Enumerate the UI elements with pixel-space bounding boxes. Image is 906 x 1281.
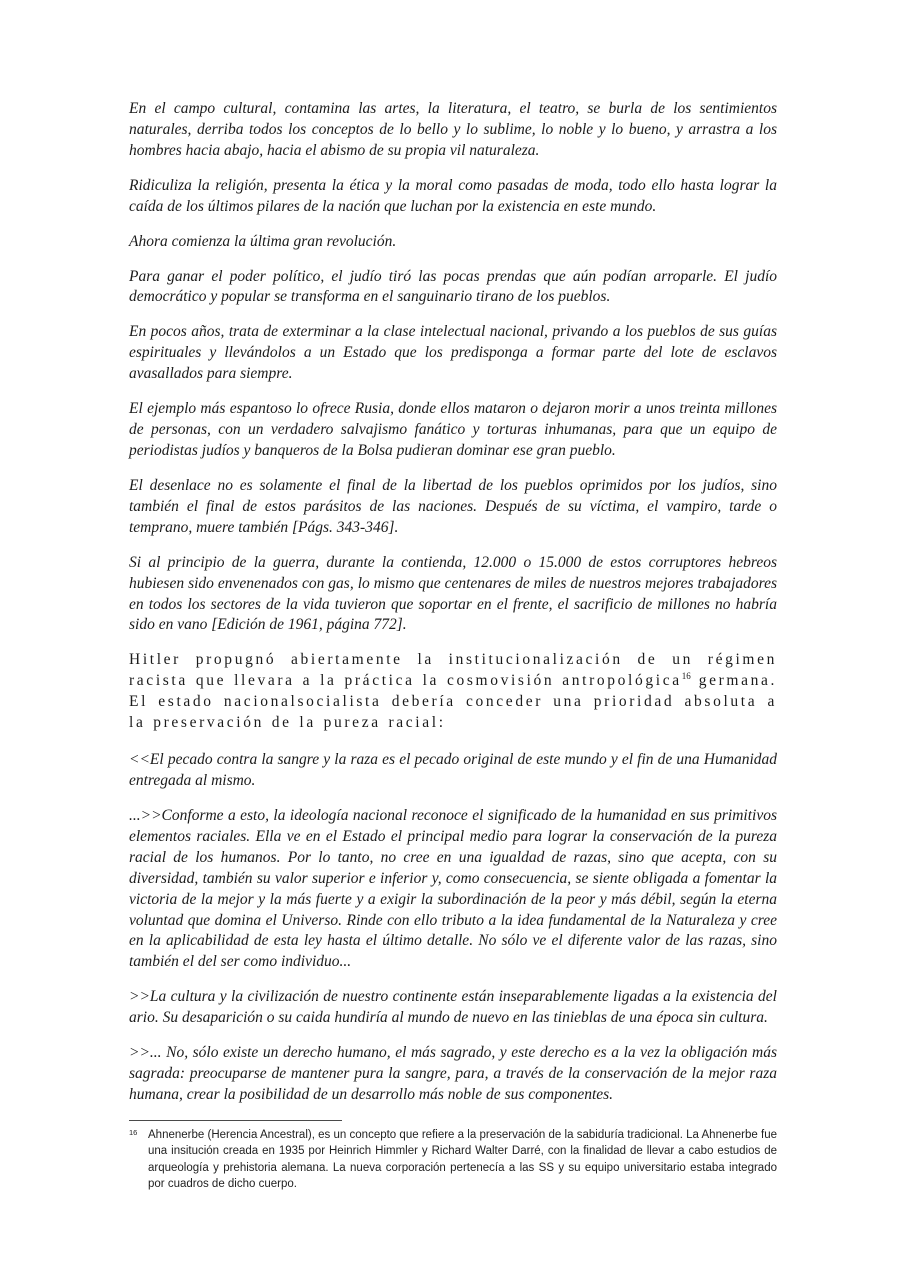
footnote-separator (129, 1120, 342, 1121)
paragraph: Si al principio de la guerra, durante la contienda, 12.000 o 15.000 de estos corruptores hebreos hubiesen sido envenenados con gas, lo mismo que centenares de miles de nuestros mejores trabajadores en todos los sectores de la vida tuvieron que soportar en el frente, el sacrificio de millones no habría sido en vano [Edición de 1961, página 772]. (129, 553, 777, 634)
body-paragraph (129, 650, 777, 734)
paragraph: Ridiculiza la religión, presenta la ética y la moral como pasadas de moda, todo ello hasta lograr la caída de los últimos pilares de la nación que luchan por la existencia en este mundo. (129, 176, 777, 215)
footnote-text: Ahnenerbe (Herencia Ancestral), es un concepto que refiere a la preservación de la sabiduría tradicional. La Ahnenerbe fue una insitución creada en 1935 por Heinrich Himmler y Richard Walter Darré, con la finalidad de llevar a cabo estudios de arqueología y prehistoria alemana. La nueva corporación pertenecía a las SS y su equipo universitario estaba integrado por cuadros de dicho cuerpo. (148, 1128, 777, 1190)
quote-paragraph: ...>>Conforme a esto, la ideología nacional reconoce el significado de la humanidad en sus primitivos elementos raciales. Ella ve en el Estado el principal medio para lograr la conservación de la pureza racial de los humanos. Por lo tanto, no cree en una igualdad de razas, sino que acepta, con su diversidad, también su valor superior e inferior y, como consecuencia, se siente obligada a fomentar la victoria de la mejor y la más fuerte y a exigir la subordinación de la peor y más débil, según la eterna voluntad que domina el Universo. Rinde con ello tributo a la idea fundamental de la Naturaleza y cree en la aplicabilidad de esta ley hasta el último detalle. No sólo ve el diferente valor de las razas, sino también el del ser como individuo... (129, 806, 777, 971)
quote-paragraph: >>... No, sólo existe un derecho humano, el más sagrado, y este derecho es a la vez la obligación más sagrada: preocuparse de mantener pura la sangre, para, a través de la conservación de la mejor raza humana, crear la posibilidad de un desarrollo más noble de sus componentes. (129, 1044, 777, 1103)
body-paragraph-text: germana. El estado nacionalsocialista debería conceder una prioridad absoluta a la preservación de la pureza racial: (129, 672, 778, 732)
footnote-area (129, 1120, 777, 1192)
quote-paragraph: <<El pecado contra la sangre y la raza es el pecado original de este mundo y el fin de una Humanidad entregada al mismo. (129, 751, 777, 789)
paragraph: En el campo cultural, contamina las artes, la literatura, el teatro, se burla de los sentimientos naturales, derriba todos los conceptos de lo bello y lo sublime, lo noble y lo bueno, y arrastra a los hombres hacia abajo, hacia el abismo de su propia vil naturaleza. (129, 100, 777, 159)
paragraph: El ejemplo más espantoso lo ofrece Rusia, donde ellos mataron o dejaron morir a unos treinta millones de personas, con un verdadero salvajismo fanático y torturas inhumanas, para que un equipo de periodistas judíos y banqueros de la Bolsa pudieran dominar ese gran pueblo. (129, 400, 777, 459)
body-paragraph-text: Hitler propugnó abiertamente la institucionalización de un régimen racista que llevara a la práctica la cosmovisión antropológica (129, 651, 777, 690)
paragraph: Ahora comienza la última gran revolución. (129, 232, 397, 250)
paragraph: El desenlace no es solamente el final de la libertad de los pueblos oprimidos por los judíos, sino también el final de estos parásitos de las naciones. Después de su víctima, el vampiro, tarde o temprano, muere también [Págs. 343-346]. (129, 476, 777, 536)
footnote-marker: 16 (129, 1127, 138, 1137)
paragraph: En pocos años, trata de exterminar a la clase intelectual nacional, privando a los pueblos de sus guías espirituales y llevándolos a un Estado que los predisponga a formar parte del lote de esclavos avasallados para siempre. (129, 323, 777, 383)
paragraph: Para ganar el poder político, el judío tiró las pocas prendas que aún podían arroparle. El judío democrático y popular se transforma en el sanguinario tirano de los pueblos. (129, 267, 777, 306)
footnote-reference: 16 (681, 671, 691, 682)
footnote (129, 1127, 777, 1192)
quote-paragraph: >>La cultura y la civilización de nuestro continente están inseparablemente ligadas a la existencia del ario. Su desaparición o su caida hundiría al mundo de nuevo en las tinieblas de una época sin cultura. (129, 988, 777, 1027)
